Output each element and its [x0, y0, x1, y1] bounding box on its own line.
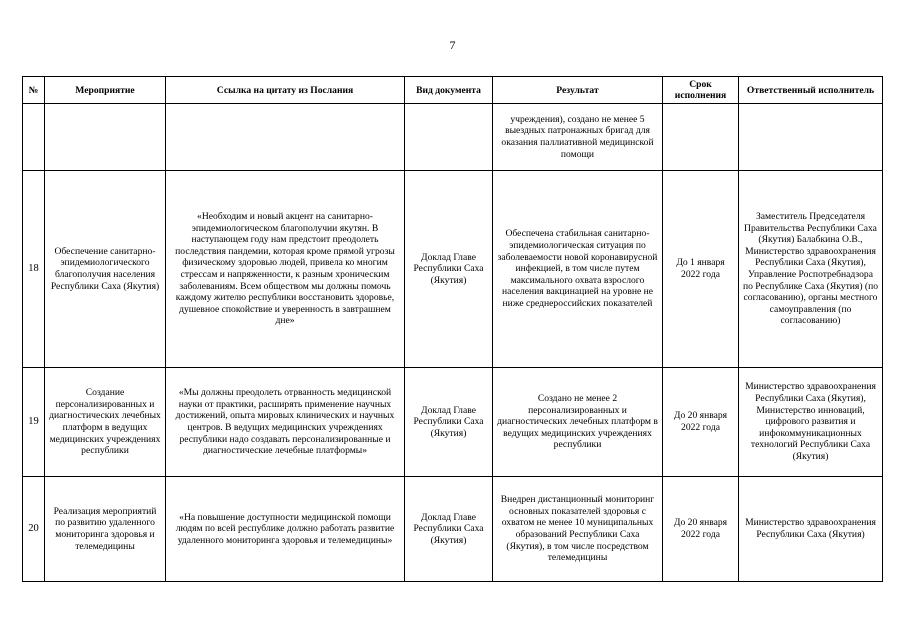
row-quote: «На повышение доступности медицинской помощи людям по всей республике должно работать развитие удаленного мониторинга здоровья и телемедицины»	[166, 477, 405, 582]
row-event: Обеспечение санитарно-эпидемиологического благополучия населения Республики Саха (Якутия)	[45, 171, 166, 368]
column-header-event: Мероприятие	[45, 77, 166, 104]
row-quote	[166, 104, 405, 171]
table-row	[23, 104, 883, 171]
column-header-doc-type: Вид документа	[405, 77, 493, 104]
row-doc-type: Доклад Главе Республики Саха (Якутия)	[405, 477, 493, 582]
row-result: Внедрен дистанционный мониторинг основных показателей здоровья с охватом не менее 10 муниципальных образований Республики Саха (Якутия), в том числе посредством телемедицины	[493, 477, 663, 582]
table-row	[23, 368, 883, 477]
row-result: Обеспечена стабильная санитарно-эпидемиологическая ситуация по заболеваемости новой коронавирусной инфекцией, в том числе путем максимального охвата взрослого населения вакцинацией на уровне не ниже среднероссийских показателей	[493, 171, 663, 368]
row-deadline	[663, 104, 739, 171]
column-header-responsible: Ответственный исполнитель	[739, 77, 883, 104]
row-number: 19	[23, 368, 45, 477]
row-number: 18	[23, 171, 45, 368]
table-row	[23, 171, 883, 368]
column-header-deadline: Срок исполнения	[663, 77, 739, 104]
table-header-row	[23, 77, 883, 104]
row-deadline: До 20 января 2022 года	[663, 368, 739, 477]
events-table	[22, 76, 883, 582]
row-number: 20	[23, 477, 45, 582]
row-doc-type: Доклад Главе Республики Саха (Якутия)	[405, 171, 493, 368]
column-header-quote: Ссылка на цитату из Послания	[166, 77, 405, 104]
row-event	[45, 104, 166, 171]
row-number	[23, 104, 45, 171]
row-responsible: Министерство здравоохранения Республики Саха (Якутия), Министерство инноваций, цифрового развития и инфокоммуникационных технологий Республики Саха (Якутия)	[739, 368, 883, 477]
row-doc-type	[405, 104, 493, 171]
row-result: учреждения), создано не менее 5 выездных патронажных бригад для оказания паллиативной медицинской помощи	[493, 104, 663, 171]
row-event: Реализация мероприятий по развитию удаленного мониторинга здоровья и телемедицины	[45, 477, 166, 582]
row-quote: «Необходим и новый акцент на санитарно-эпидемиологическом благополучии якутян. В наступающем году нам предстоит преодолеть последствия пандемии, которая кроме прямой угрозы физическому здоровью людей, привела ко многим стрессам и напряженности, к разным хроническим заболеваниям. Всем обществом мы должны помочь каждому жителю республики восстановить здоровье, душевное спокойствие и уверенность в завтрашнем дне»	[166, 171, 405, 368]
row-result: Создано не менее 2 персонализированных и диагностических лечебных платформ в ведущих медицинских учреждениях республики	[493, 368, 663, 477]
row-deadline: До 1 января 2022 года	[663, 171, 739, 368]
row-responsible: Заместитель Председателя Правительства Республики Саха (Якутия) Балабкина О.В., Министерство здравоохранения Республики Саха (Якутия), Управление Роспотребнадзора по Республике Саха (Якутия) (по согласованию), органы местного самоуправления (по согласованию)	[739, 171, 883, 368]
table-row	[23, 477, 883, 582]
column-header-result: Результат	[493, 77, 663, 104]
row-doc-type: Доклад Главе Республики Саха (Якутия)	[405, 368, 493, 477]
row-deadline: До 20 января 2022 года	[663, 477, 739, 582]
page-number: 7	[449, 38, 456, 52]
column-header-number: №	[23, 77, 45, 104]
row-event: Создание персонализированных и диагностических лечебных платформ в ведущих медицинских учреждениях республики	[45, 368, 166, 477]
row-responsible	[739, 104, 883, 171]
row-quote: «Мы должны преодолеть отрванность медицинской науки от практики, расширять применение научных достижений, опыта мировых клинических и научных центров. В ведущих медицинских учреждениях республики надо создавать персонализированные и диагностические лечебные платформы»	[166, 368, 405, 477]
row-responsible: Министерство здравоохранения Республики Саха (Якутия)	[739, 477, 883, 582]
